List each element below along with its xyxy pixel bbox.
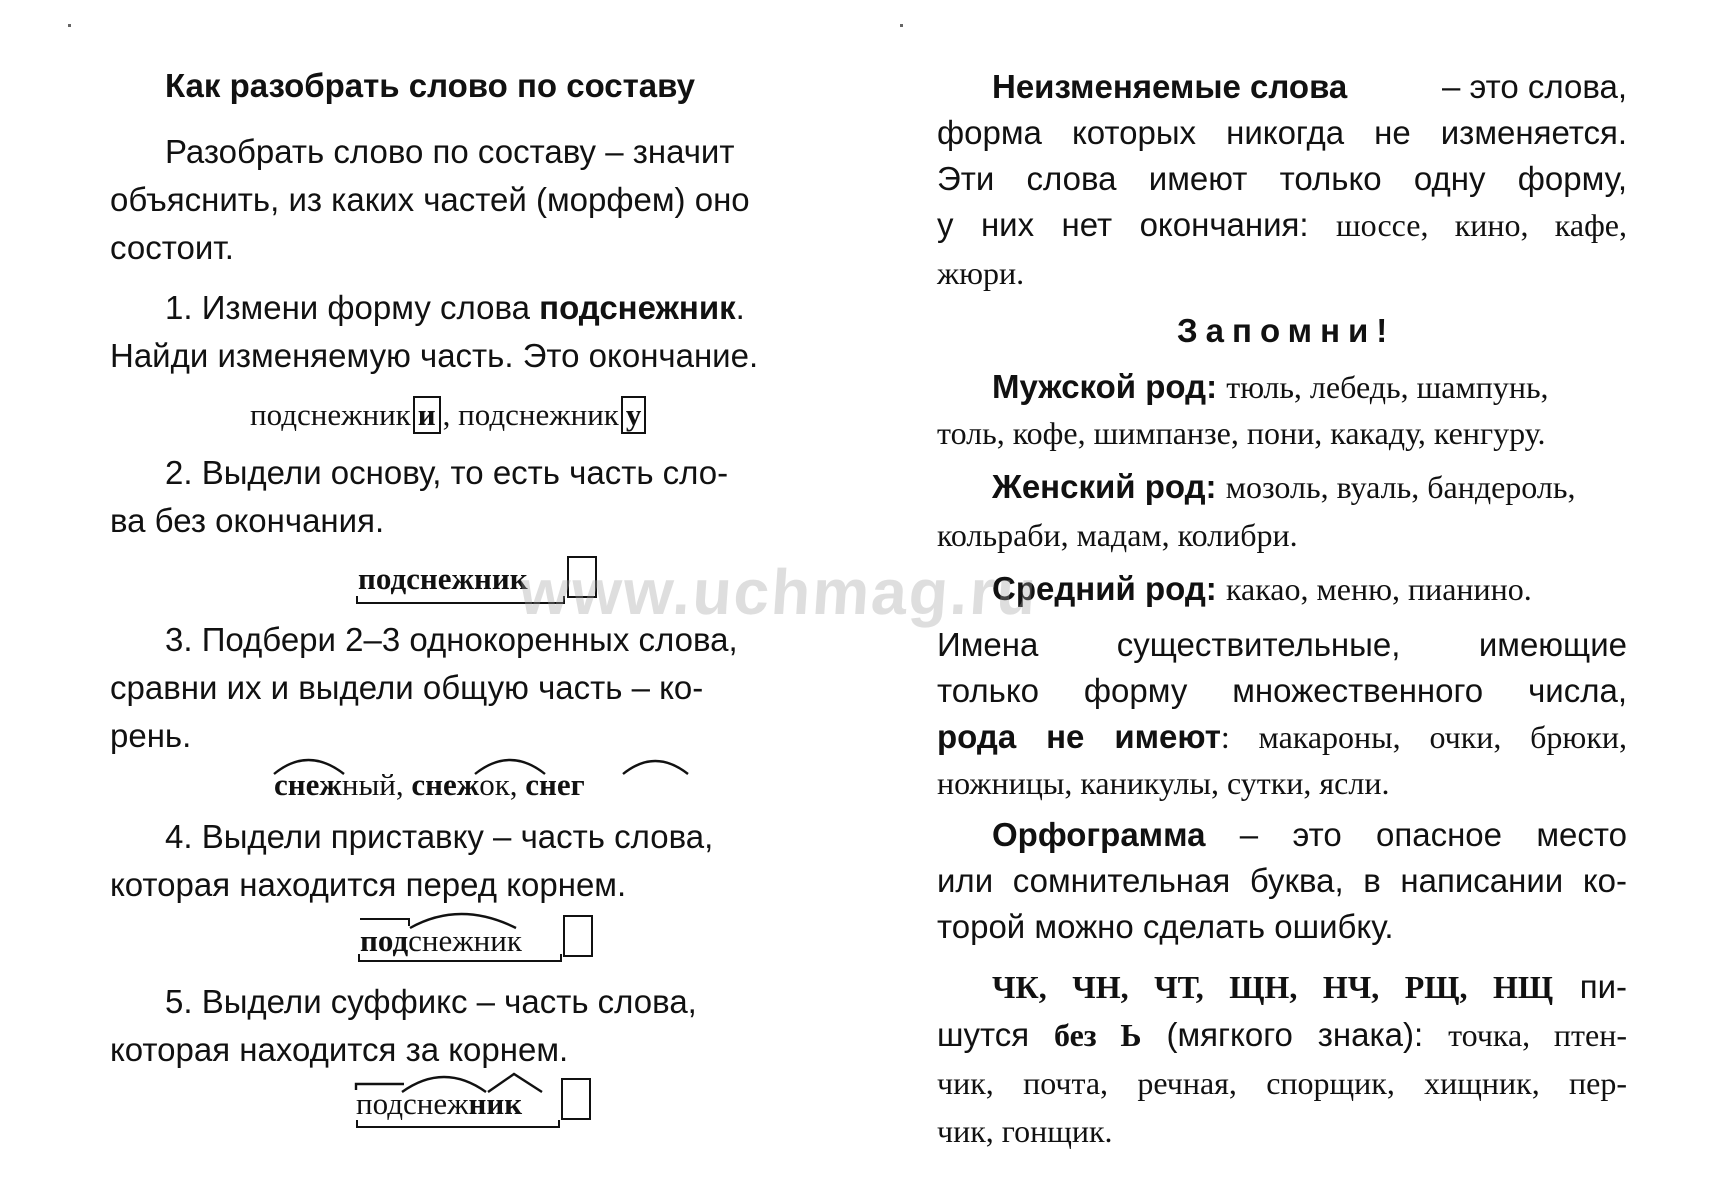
unchangeable-line: жюри. (937, 255, 1025, 291)
scan-dot (900, 24, 903, 27)
step-2: 2. Выдели основу, то есть часть сло- (165, 454, 729, 491)
intro-line: состоит. (110, 229, 234, 266)
example-prefix: подснежник (360, 923, 522, 958)
feminine-label: Женский род: мозоль, вуаль, бандероль, (992, 468, 1576, 505)
intro-line: Разобрать слово по составу – значит (165, 133, 735, 170)
plural-line: только форму множественного числа, (937, 672, 1627, 709)
step-4-line2: которая находится перед корнем. (110, 866, 627, 903)
unchangeable-line: форма которых никогда не изменяется. (937, 114, 1627, 151)
root-arcs (270, 752, 690, 778)
plural-line: ножницы, каникулы, сутки, ясли. (937, 765, 1390, 801)
plural-line: рода не имеют: макароны, очки, брюки, (937, 718, 1627, 755)
page-title: Как разобрать слово по составу (165, 67, 695, 104)
remember-heading: Запомни! (1177, 312, 1396, 349)
unchangeable-line: у них нет окончания: шоссе, кино, кафе, (937, 206, 1627, 243)
step-3-line3: рень. (110, 717, 192, 754)
chk-rule-line: шутся без Ь (мягкого знака): точка, птен- (937, 1016, 1628, 1053)
chk-rule-line: ЧК, ЧН, ЧТ, ЩН, НЧ, РЩ, НЩ пи- (992, 968, 1627, 1005)
plural-line: Имена существительные, имеющие (937, 626, 1627, 663)
example-ending: подснежник и , подснежник у (250, 396, 648, 434)
step-2-line2: ва без окончания. (110, 502, 385, 539)
empty-ending-box (563, 915, 593, 957)
step-1-line2: Найди изменяемую часть. Это окончание. (110, 337, 759, 374)
empty-ending-box (561, 1078, 591, 1120)
scan-dot (68, 24, 71, 27)
prefix-mark (360, 918, 410, 926)
stem-mark (358, 954, 562, 962)
intro-line: объяснить, из каких частей (морфем) оно (110, 181, 750, 218)
chk-examples: чик, гонщик. (937, 1113, 1113, 1149)
feminine-examples: кольраби, мадам, колибри. (937, 517, 1298, 553)
example-suffix: подснежник (356, 1086, 523, 1121)
watermark: www.uchmag.ru (517, 556, 1041, 628)
step-3: 3. Подбери 2–3 однокоренных слова, (165, 621, 738, 658)
unchangeable-line: Неизменяемые слова – это слова, (992, 68, 1627, 105)
step-5-line2: которая находится за корнем. (110, 1031, 569, 1068)
ending-box: и (413, 396, 441, 434)
neuter-label: Средний род: какао, меню, пианино. (992, 570, 1532, 607)
ending-box: у (621, 396, 647, 434)
masculine-label: Мужской род: тюль, лебедь, шампунь, (992, 368, 1549, 405)
unchangeable-line: Эти слова имеют только одну форму, (937, 160, 1627, 197)
step-3-line2: сравни их и выдели общую часть – ко- (110, 669, 704, 706)
chk-examples: чик, почта, речная, спорщик, хищник, пер- (937, 1065, 1627, 1101)
step-4: 4. Выдели приставку – часть слова, (165, 818, 714, 855)
step-1: 1. Измени форму слова подснежник. (165, 289, 745, 326)
masculine-examples: толь, кофе, шимпанзе, пони, какаду, кенгуру. (937, 415, 1546, 451)
example-root: снежный, снежок, снег (274, 767, 585, 802)
example-stem: подснежник (358, 561, 528, 596)
root-arc (406, 906, 526, 932)
orthogram-line: Орфограмма – это опасное место (992, 816, 1627, 853)
root-suffix-marks (354, 1066, 564, 1096)
step-5: 5. Выдели суффикс – часть слова, (165, 983, 697, 1020)
orthogram-line: или сомнительная буква, в написании ко- (937, 862, 1627, 899)
stem-mark (356, 1120, 560, 1128)
orthogram-line: торой можно сделать ошибку. (937, 908, 1394, 945)
